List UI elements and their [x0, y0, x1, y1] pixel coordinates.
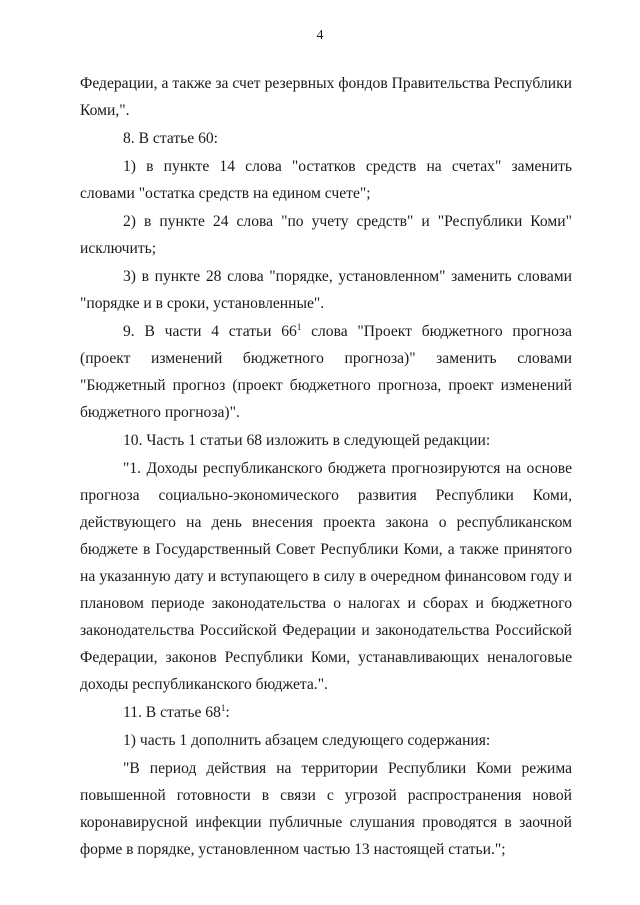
paragraph-point-14: 1) в пункте 14 слова "остатков средств на счетах" заменить словами "остатка средств на едином счете";	[80, 158, 572, 202]
paragraph-article-68: 10. Часть 1 статьи 68 изложить в следующей редакции:	[123, 432, 491, 449]
superscript: 1	[296, 322, 302, 332]
paragraph-continuation: Федерации, а также за счет резервных фондов Правительства Республики Коми,".	[80, 75, 572, 119]
paragraph-article-60: 8. В статье 60:	[123, 130, 219, 147]
paragraph-point-28: 3) в пункте 28 слова "порядке, установленном" заменить словами "порядке и в сроки, установленные".	[80, 268, 572, 312]
page-number: 4	[316, 28, 324, 43]
paragraph-article-68-1	[80, 699, 572, 726]
paragraph-text: слова "Проект бюджетного прогноза (проект изменений бюджетного прогноза)" заменить словами "Бюджетный прогноз (проект бюджетного прогноза, проект изменений бюджетного прогноза)".	[80, 323, 572, 421]
document-body	[80, 70, 572, 863]
paragraph-text: :	[225, 704, 230, 721]
paragraph-text: 11. В статье 68	[123, 704, 221, 721]
paragraph-public-hearings: "В период действия на территории Республики Коми режима повышенной готовности в связи с угрозой распространения новой коронавирусной инфекции публичные слушания проводятся в заочной форме в порядке, установленном частью 13 настоящей статьи.";	[80, 760, 572, 858]
paragraph-point-24: 2) в пункте 24 слова "по учету средств" и "Республики Коми" исключить;	[80, 213, 572, 257]
superscript: 1	[220, 703, 226, 713]
paragraph-text: 9. В части 4 статьи 66	[123, 323, 297, 340]
paragraph-article-66-1	[80, 318, 572, 426]
paragraph-revenue-forecast: "1. Доходы республиканского бюджета прогнозируются на основе прогноза социально-экономического развития Республики Коми, действующего на день внесения проекта закона о республиканском бюджете в Государственный Совет Республики Коми, а также принятого на указанную дату и вступающего в силу в очередном финансовом году и плановом периоде законодательства о налогах и сборах и бюджетного законодательства Российской Федерации и законодательства Российской Федерации, законов Республики Коми, устанавливающих неналоговые доходы республиканского бюджета.".	[80, 460, 572, 693]
paragraph-part-1-amend: 1) часть 1 дополнить абзацем следующего содержания:	[123, 732, 491, 749]
